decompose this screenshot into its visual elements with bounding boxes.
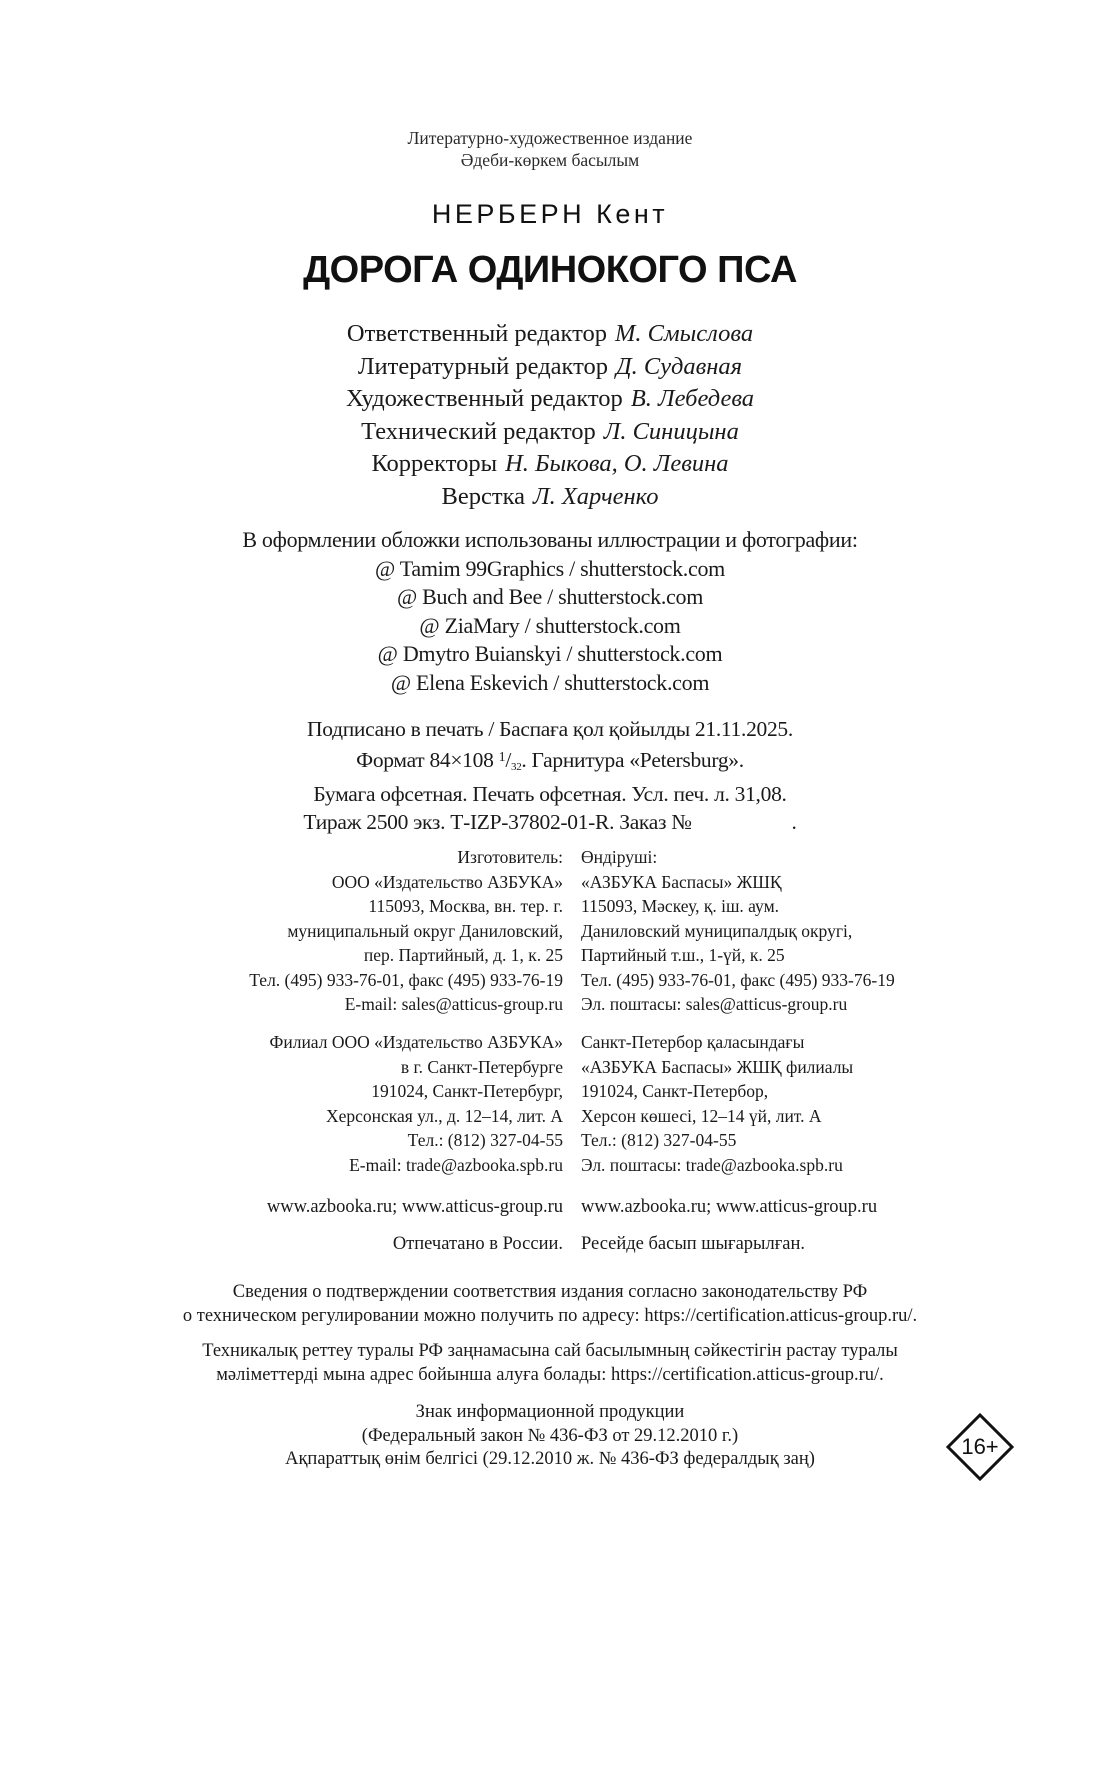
credit-name: Д. Судавная bbox=[616, 352, 743, 380]
info-sign-line: Ақпараттық өнім белгісі (29.12.2010 ж. № 436-ФЗ федералдық заң) bbox=[285, 1449, 815, 1469]
cover-credits-intro: В оформлении обложки использованы иллюстрации и фотографии: bbox=[242, 527, 858, 552]
branch-phone-kz: Тел.: (812) 327-04-55 bbox=[581, 1130, 737, 1150]
manufacturer-phone-ru: Тел. (495) 933-76-01, факс (495) 933-76-19 bbox=[249, 969, 563, 990]
format-size: Формат 84×108 bbox=[356, 747, 494, 772]
manufacturer-address-ru: 115093, Москва, вн. тер. г. bbox=[368, 896, 563, 916]
manufacturer-address-kz: Даниловский муниципалдық округі, bbox=[581, 920, 853, 941]
credit-role: Литературный редактор bbox=[357, 352, 609, 380]
branch-ru bbox=[270, 1030, 563, 1177]
credit-name: Л. Синицына bbox=[603, 417, 739, 445]
paper-line: Бумага офсетная. Печать офсетная. Усл. печ. л. 31,08. bbox=[313, 782, 787, 806]
format-fraction-num: 1 bbox=[498, 749, 506, 765]
format-typeface: . Гарнитура «Petersburg». bbox=[521, 747, 744, 772]
manufacturer-kz bbox=[581, 845, 895, 1017]
edition-type bbox=[0, 127, 1100, 171]
info-sign-line: (Федеральный закон № 436-ФЗ от 29.12.2010 г.) bbox=[361, 1425, 739, 1446]
age-rating-label: 16+ bbox=[961, 1434, 999, 1459]
print-details bbox=[0, 716, 1100, 836]
branch-email-ru: E-mail: trade@azbooka.spb.ru bbox=[349, 1154, 563, 1175]
print-run-line bbox=[0, 809, 1100, 837]
cover-source: @ Tamim 99Graphics / shutterstock.com bbox=[375, 555, 725, 581]
certification-line: о техническом регулировании можно получить по адресу: https://certification.atticus-group.ru/. bbox=[182, 1306, 918, 1326]
manufacturer-label-ru: Изготовитель: bbox=[457, 847, 563, 867]
edition-type-ru: Литературно-художественное издание bbox=[407, 128, 693, 148]
branch-city-ru: в г. Санкт-Петербурге bbox=[400, 1056, 563, 1077]
credit-line bbox=[0, 318, 1100, 351]
manufacturer-address-ru: пер. Партийный, д. 1, к. 25 bbox=[363, 945, 563, 965]
credit-line bbox=[0, 351, 1100, 384]
certification-line: мәліметтерді мына адрес бойынша алуға болады: https://certification.atticus-group.ru/. bbox=[216, 1365, 884, 1385]
certification-line: Сведения о подтверждении соответствия издания согласно законодательству РФ bbox=[232, 1282, 868, 1302]
manufacturer-address-ru: муниципальный округ Даниловский, bbox=[287, 920, 563, 941]
info-sign-line: Знак информационной продукции bbox=[415, 1402, 685, 1422]
cover-source: @ ZiaMary / shutterstock.com bbox=[419, 612, 681, 638]
credit-line bbox=[0, 383, 1100, 416]
print-run-end: . bbox=[791, 809, 797, 834]
cover-credits bbox=[0, 526, 1100, 697]
branch-address-ru: Херсонская ул., д. 12–14, лит. А bbox=[325, 1105, 563, 1126]
websites-ru: www.azbooka.ru; www.atticus-group.ru bbox=[266, 1197, 563, 1217]
credit-name: В. Лебедева bbox=[630, 385, 755, 412]
credit-role: Ответственный редактор bbox=[346, 320, 608, 347]
format-fraction-den: 32 bbox=[511, 760, 522, 773]
edition-type-kz: Әдеби-көркем басылым bbox=[460, 150, 640, 170]
branch-company-ru: Филиал ООО «Издательство АЗБУКА» bbox=[269, 1032, 563, 1052]
websites-kz: www.azbooka.ru; www.atticus-group.ru bbox=[581, 1197, 878, 1217]
printed-in-ru: Отпечатано в России. bbox=[392, 1234, 563, 1254]
credit-name: Л. Харченко bbox=[532, 482, 659, 510]
manufacturer-address-kz: Партийный т.ш., 1-үй, к. 25 bbox=[581, 945, 785, 965]
certification-line: Техникалық реттеу туралы РФ заңнамасына сай басылымның сәйкестігін растау туралы bbox=[202, 1341, 898, 1361]
age-rating-badge bbox=[946, 1413, 1014, 1481]
branch-address-ru: 191024, Санкт-Петербург, bbox=[371, 1081, 563, 1101]
cover-source: @ Elena Eskevich / shutterstock.com bbox=[390, 669, 710, 695]
manufacturer-email-kz: Эл. поштасы: sales@atticus-group.ru bbox=[581, 994, 848, 1014]
branch-city-kz: Санкт-Петербор қаласындағы bbox=[581, 1032, 805, 1052]
printed-in-kz: Ресейде басып шығарылған. bbox=[581, 1234, 806, 1254]
format-line bbox=[0, 744, 1100, 782]
credit-role: Корректоры bbox=[371, 450, 498, 477]
credit-line bbox=[0, 416, 1100, 449]
credit-role: Верстка bbox=[441, 482, 525, 510]
signed-to-print: Подписано в печать / Баспаға қол қойылды 21.11.2025. bbox=[307, 717, 793, 741]
book-title: ДОРОГА ОДИНОКОГО ПСА bbox=[303, 249, 797, 291]
print-run: Тираж 2500 экз. Т-IZP-37802-01-R. Заказ № bbox=[303, 809, 692, 834]
format-fraction-slash: / bbox=[505, 747, 511, 772]
credit-line bbox=[0, 481, 1100, 514]
credit-role: Художественный редактор bbox=[345, 385, 623, 412]
author-name: НЕРБЕРН Кент bbox=[431, 199, 669, 229]
cover-source: @ Dmytro Buianskyi / shutterstock.com bbox=[377, 641, 723, 666]
branch-email-kz: Эл. поштасы: trade@azbooka.spb.ru bbox=[581, 1154, 843, 1175]
manufacturer-company-kz: «АЗБУКА Баспасы» ЖШҚ bbox=[581, 871, 782, 892]
editorial-credits bbox=[0, 318, 1100, 513]
manufacturer-company-ru: ООО «Издательство АЗБУКА» bbox=[331, 871, 563, 892]
manufacturer-address-kz: 115093, Мәскеу, қ. іш. аум. bbox=[581, 896, 780, 916]
certification-kz bbox=[0, 1339, 1100, 1387]
manufacturer-email-ru: E-mail: sales@atticus-group.ru bbox=[344, 994, 563, 1014]
credit-name: Н. Быкова, О. Левина bbox=[505, 450, 729, 477]
branch-company-kz: «АЗБУКА Баспасы» ЖШҚ филиалы bbox=[581, 1056, 854, 1077]
credit-name: М. Смыслова bbox=[615, 320, 754, 347]
manufacturer-phone-kz: Тел. (495) 933-76-01, факс (495) 933-76-19 bbox=[581, 969, 895, 990]
certification-ru bbox=[0, 1280, 1100, 1328]
branch-address-kz: Херсон көшесі, 12–14 үй, лит. А bbox=[581, 1105, 822, 1126]
branch-kz bbox=[581, 1030, 853, 1177]
manufacturer-label-kz: Өндіруші: bbox=[581, 847, 658, 867]
manufacturer-ru bbox=[249, 845, 563, 1017]
credit-line bbox=[0, 448, 1100, 481]
branch-address-kz: 191024, Санкт-Петербор, bbox=[581, 1081, 769, 1101]
info-product-sign bbox=[0, 1401, 1100, 1472]
cover-source: @ Buch and Bee / shutterstock.com bbox=[396, 584, 704, 609]
credit-role: Технический редактор bbox=[361, 417, 596, 445]
branch-phone-ru: Тел.: (812) 327-04-55 bbox=[407, 1130, 563, 1150]
